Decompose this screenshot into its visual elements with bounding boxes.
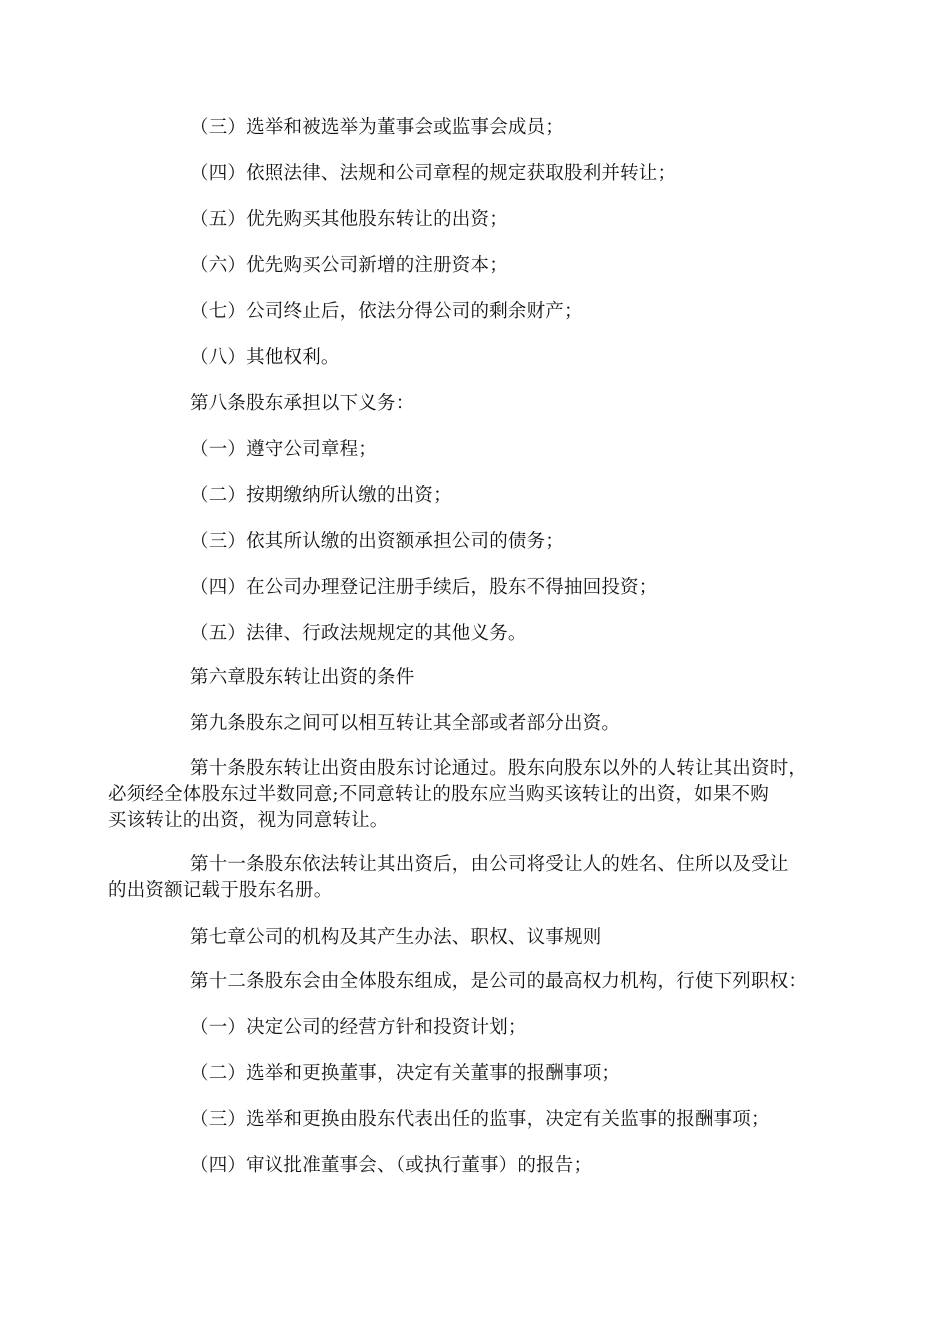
article-heading: 第八条股东承担以下义务： <box>190 393 415 414</box>
list-item: （三）选举和更换由股东代表出任的监事，决定有关监事的报酬事项； <box>190 1109 770 1130</box>
list-item: （一）决定公司的经营方针和投资计划； <box>190 1017 527 1038</box>
list-item: （四）依照法律、法规和公司章程的规定获取股利并转让； <box>190 163 677 184</box>
list-item: （三）选举和被选举为董事会或监事会成员； <box>190 117 565 138</box>
list-item: （一）遵守公司章程； <box>190 439 378 460</box>
list-item: （五）优先购买其他股东转让的出资； <box>190 209 508 230</box>
list-item: （二）选举和更换董事，决定有关董事的报酬事项； <box>190 1063 621 1084</box>
list-item: （三）依其所认缴的出资额承担公司的债务； <box>190 531 565 552</box>
article-paragraph: 第十二条股东会由全体股东组成，是公司的最高权力机构，行使下列职权： <box>190 971 808 992</box>
chapter-heading: 第七章公司的机构及其产生办法、职权、议事规则 <box>190 927 602 948</box>
paragraph-line: 第十条股东转让出资由股东讨论通过。股东向股东以外的人转让其出资时， <box>190 758 808 779</box>
paragraph-line: 买该转让的出资，视为同意转让。 <box>108 810 389 831</box>
list-item: （四）审议批准董事会、（或执行董事）的报告； <box>190 1155 593 1176</box>
chapter-heading: 第六章股东转让出资的条件 <box>190 667 415 688</box>
list-item: （八）其他权利。 <box>190 347 340 368</box>
paragraph-line: 的出资额记载于股东名册。 <box>108 880 333 901</box>
article-10-paragraph <box>108 756 850 834</box>
list-item: （二）按期缴纳所认缴的出资； <box>190 485 452 506</box>
list-item: （七）公司终止后，依法分得公司的剩余财产； <box>190 301 583 322</box>
paragraph-line: 第十一条股东依法转让其出资后，由公司将受让人的姓名、住所以及受让 <box>190 854 789 875</box>
list-item: （五）法律、行政法规规定的其他义务。 <box>190 623 527 644</box>
list-item: （六）优先购买公司新增的注册资本； <box>190 255 508 276</box>
list-item: （四）在公司办理登记注册手续后，股东不得抽回投资； <box>190 577 658 598</box>
paragraph-line: 必须经全体股东过半数同意;不同意转让的股东应当购买该转让的出资，如果不购 <box>108 784 769 805</box>
article-paragraph: 第九条股东之间可以相互转让其全部或者部分出资。 <box>190 713 621 734</box>
article-11-paragraph <box>108 852 850 904</box>
